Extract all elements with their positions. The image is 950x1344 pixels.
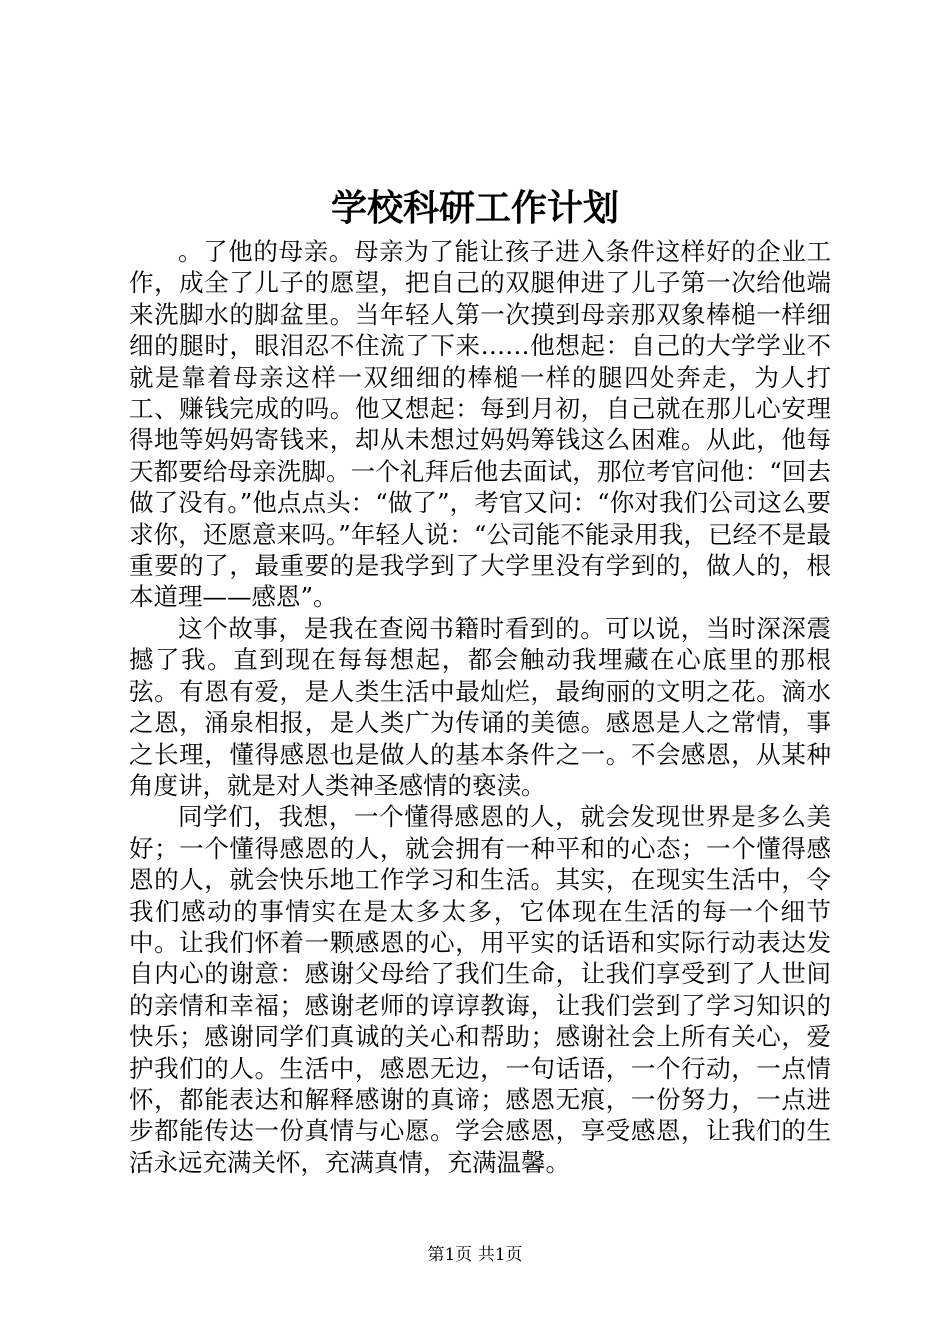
- document-body: [129, 236, 831, 1178]
- document-title: 学校科研工作计划: [330, 187, 619, 229]
- paragraph-2: 这个故事，是我在查阅书籍时看到的。可以说，当时深深震撼了我。直到现在每每想起，都会触动我埋藏在心底里的那根弦。有恩有爱，是人类生活中最灿烂，最绚丽的文明之花。滴水之恩，涌泉相报，是人类广为传诵的美德。感恩是人之常情，事之长理，懂得感恩也是做人的基本条件之一。不会感恩，从某种角度讲，就是对人类神圣感情的亵渎。: [129, 613, 831, 800]
- paragraph-1: 。了他的母亲。母亲为了能让孩子进入条件这样好的企业工作，成全了儿子的愿望，把自己的双腿伸进了儿子第一次给他端来洗脚水的脚盆里。当年轻人第一次摸到母亲那双象棒槌一样细细的腿时，眼泪忍不住流了下来……他想起：自己的大学学业不就是靠着母亲这样一双细细的棒槌一样的腿四处奔走，为人打工、赚钱完成的吗。他又想起：每到月初，自己就在那儿心安理得地等妈妈寄钱来，却从未想过妈妈筹钱这么困难。从此，他每天都要给母亲洗脚。一个礼拜后他去面试，那位考官问他：“回去做了没有。”他点点头：“做了”，考官又问：“你对我们公司这么要求你，还愿意来吗。”年轻人说：“公司能不能录用我，已经不是最重要的了，最重要的是我学到了大学里没有学到的，做人的，根本道理——感恩”。: [129, 237, 831, 612]
- page-footer: 第1页 共1页: [427, 1245, 523, 1265]
- paragraph-3: 同学们，我想，一个懂得感恩的人，就会发现世界是多么美好；一个懂得感恩的人，就会拥有一种平和的心态；一个懂得感恩的人，就会快乐地工作学习和生活。其实，在现实生活中，令我们感动的事情实在是太多太多，它体现在生活的每一个细节中。让我们怀着一颗感恩的心，用平实的话语和实际行动表达发自内心的谢意：感谢父母给了我们生命，让我们享受到了人世间的亲情和幸福；感谢老师的谆谆教诲，让我们尝到了学习知识的快乐；感谢同学们真诚的关心和帮助；感谢社会上所有关心，爱护我们的人。生活中，感恩无边，一句话语，一个行动，一点情怀，都能表达和解释感谢的真谛；感恩无痕，一份努力，一点进步都能传达一份真情与心愿。学会感恩，享受感恩，让我们的生活永远充满关怀，充满真情，充满温馨。: [129, 802, 831, 1177]
